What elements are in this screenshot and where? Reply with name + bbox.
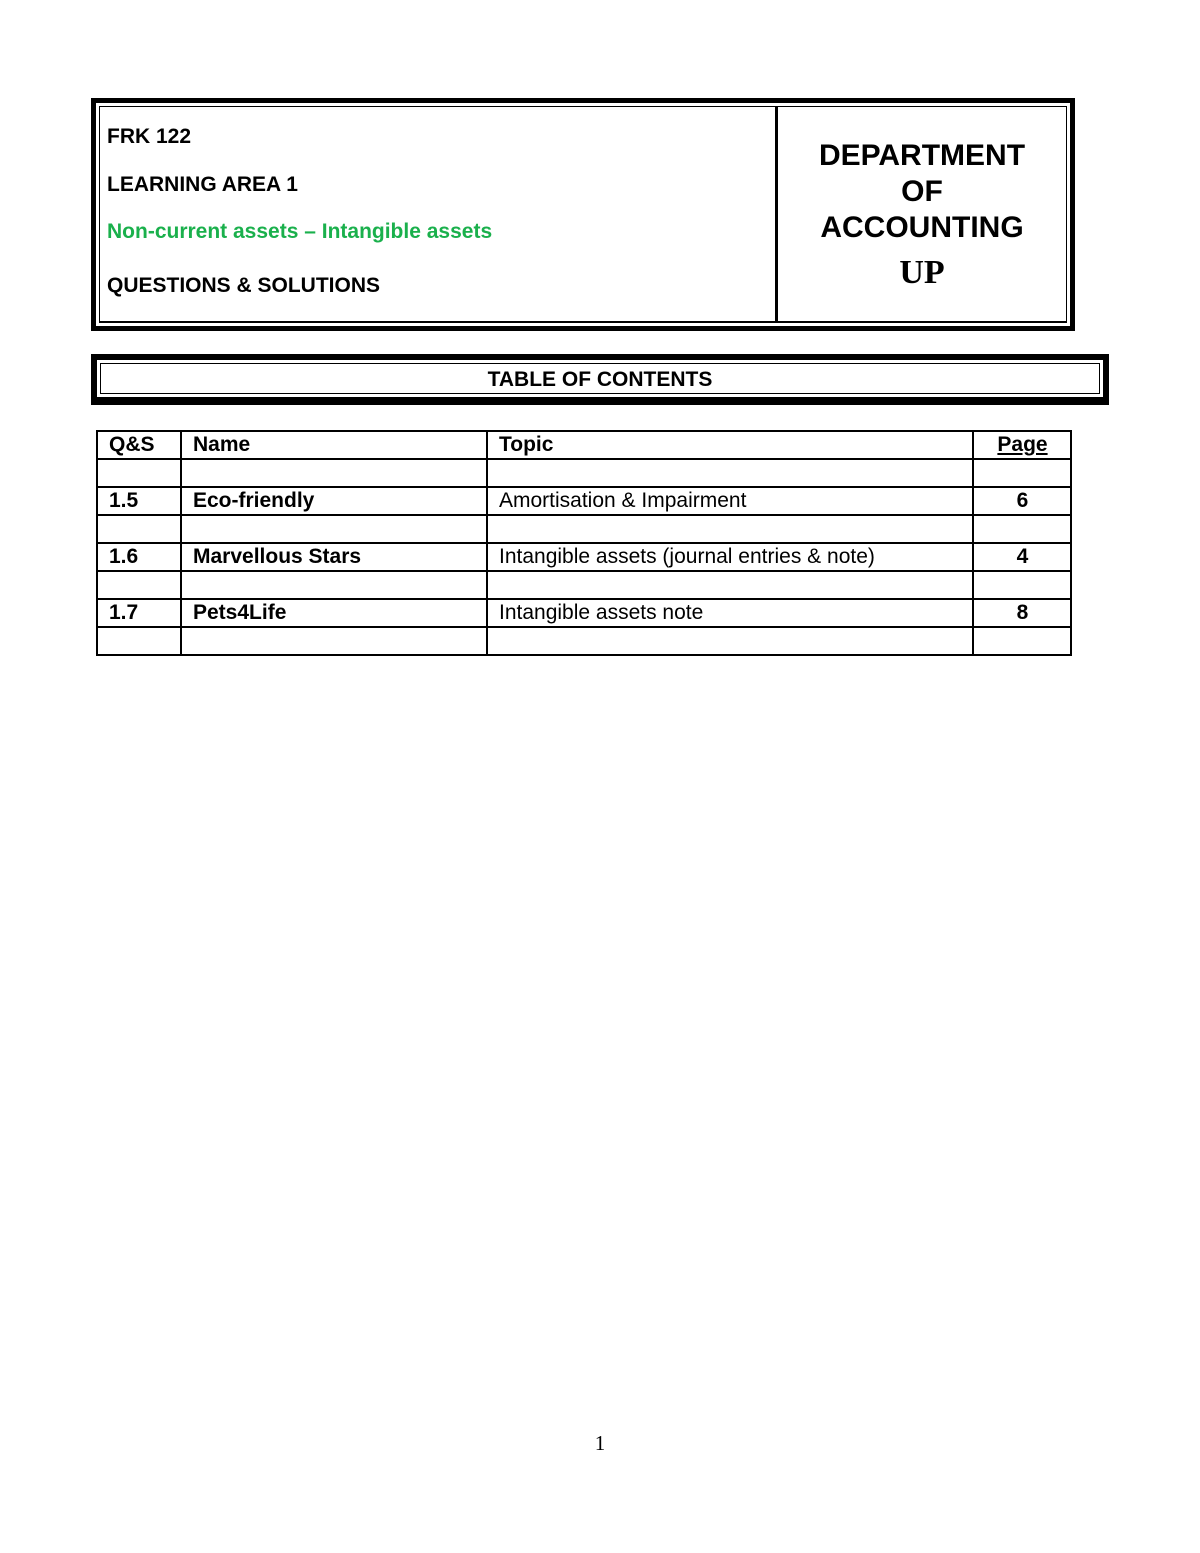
- row-name: Pets4Life: [181, 599, 487, 627]
- empty-cell: [487, 571, 973, 599]
- row-page: 4: [973, 543, 1071, 571]
- document-header: [91, 98, 1075, 331]
- column-header-name: Name: [181, 431, 487, 459]
- row-topic: Amortisation & Impairment: [487, 487, 973, 515]
- row-page: 8: [973, 599, 1071, 627]
- row-qs: 1.7: [97, 599, 181, 627]
- document-subtitle: QUESTIONS & SOLUTIONS: [107, 274, 381, 297]
- empty-cell: [97, 459, 181, 487]
- row-name: Marvellous Stars: [181, 543, 487, 571]
- toc-header-row: [97, 431, 1071, 459]
- empty-cell: [487, 515, 973, 543]
- empty-cell: [973, 627, 1071, 655]
- table-row: [97, 599, 1071, 627]
- department-line-2: OF: [901, 175, 943, 208]
- empty-cell: [97, 515, 181, 543]
- empty-cell: [97, 571, 181, 599]
- department-line-3: ACCOUNTING: [820, 211, 1024, 244]
- row-qs: 1.6: [97, 543, 181, 571]
- empty-cell: [181, 515, 487, 543]
- empty-cell: [487, 627, 973, 655]
- empty-cell: [181, 571, 487, 599]
- row-topic: Intangible assets note: [487, 599, 973, 627]
- document-header-inner: [99, 106, 1067, 323]
- header-course-info: [100, 107, 778, 321]
- toc-title-box: [91, 354, 1109, 405]
- institution-name: UP: [899, 254, 945, 291]
- spacer-row: [97, 515, 1071, 543]
- empty-cell: [973, 571, 1071, 599]
- empty-cell: [973, 459, 1071, 487]
- table-row: [97, 487, 1071, 515]
- spacer-row: [97, 627, 1071, 655]
- toc-title: TABLE OF CONTENTS: [487, 368, 713, 391]
- row-topic: Intangible assets (journal entries & note): [487, 543, 973, 571]
- table-row: [97, 543, 1071, 571]
- empty-cell: [973, 515, 1071, 543]
- row-name: Eco-friendly: [181, 487, 487, 515]
- empty-cell: [181, 627, 487, 655]
- column-header-qs: Q&S: [97, 431, 181, 459]
- spacer-row: [97, 459, 1071, 487]
- column-header-topic: Topic: [487, 431, 973, 459]
- department-block: [778, 107, 1066, 321]
- topic-title: Non-current assets – Intangible assets: [107, 220, 493, 243]
- empty-cell: [97, 627, 181, 655]
- row-qs: 1.5: [97, 487, 181, 515]
- course-code: FRK 122: [107, 125, 192, 148]
- column-header-page: Page: [973, 431, 1071, 459]
- toc-title-inner: [100, 363, 1100, 394]
- row-page: 6: [973, 487, 1071, 515]
- empty-cell: [487, 459, 973, 487]
- spacer-row: [97, 571, 1071, 599]
- learning-area: LEARNING AREA 1: [107, 173, 298, 196]
- department-line-1: DEPARTMENT: [818, 139, 1026, 172]
- toc-table: [96, 430, 1072, 656]
- page-number: 1: [594, 1431, 606, 1455]
- empty-cell: [181, 459, 487, 487]
